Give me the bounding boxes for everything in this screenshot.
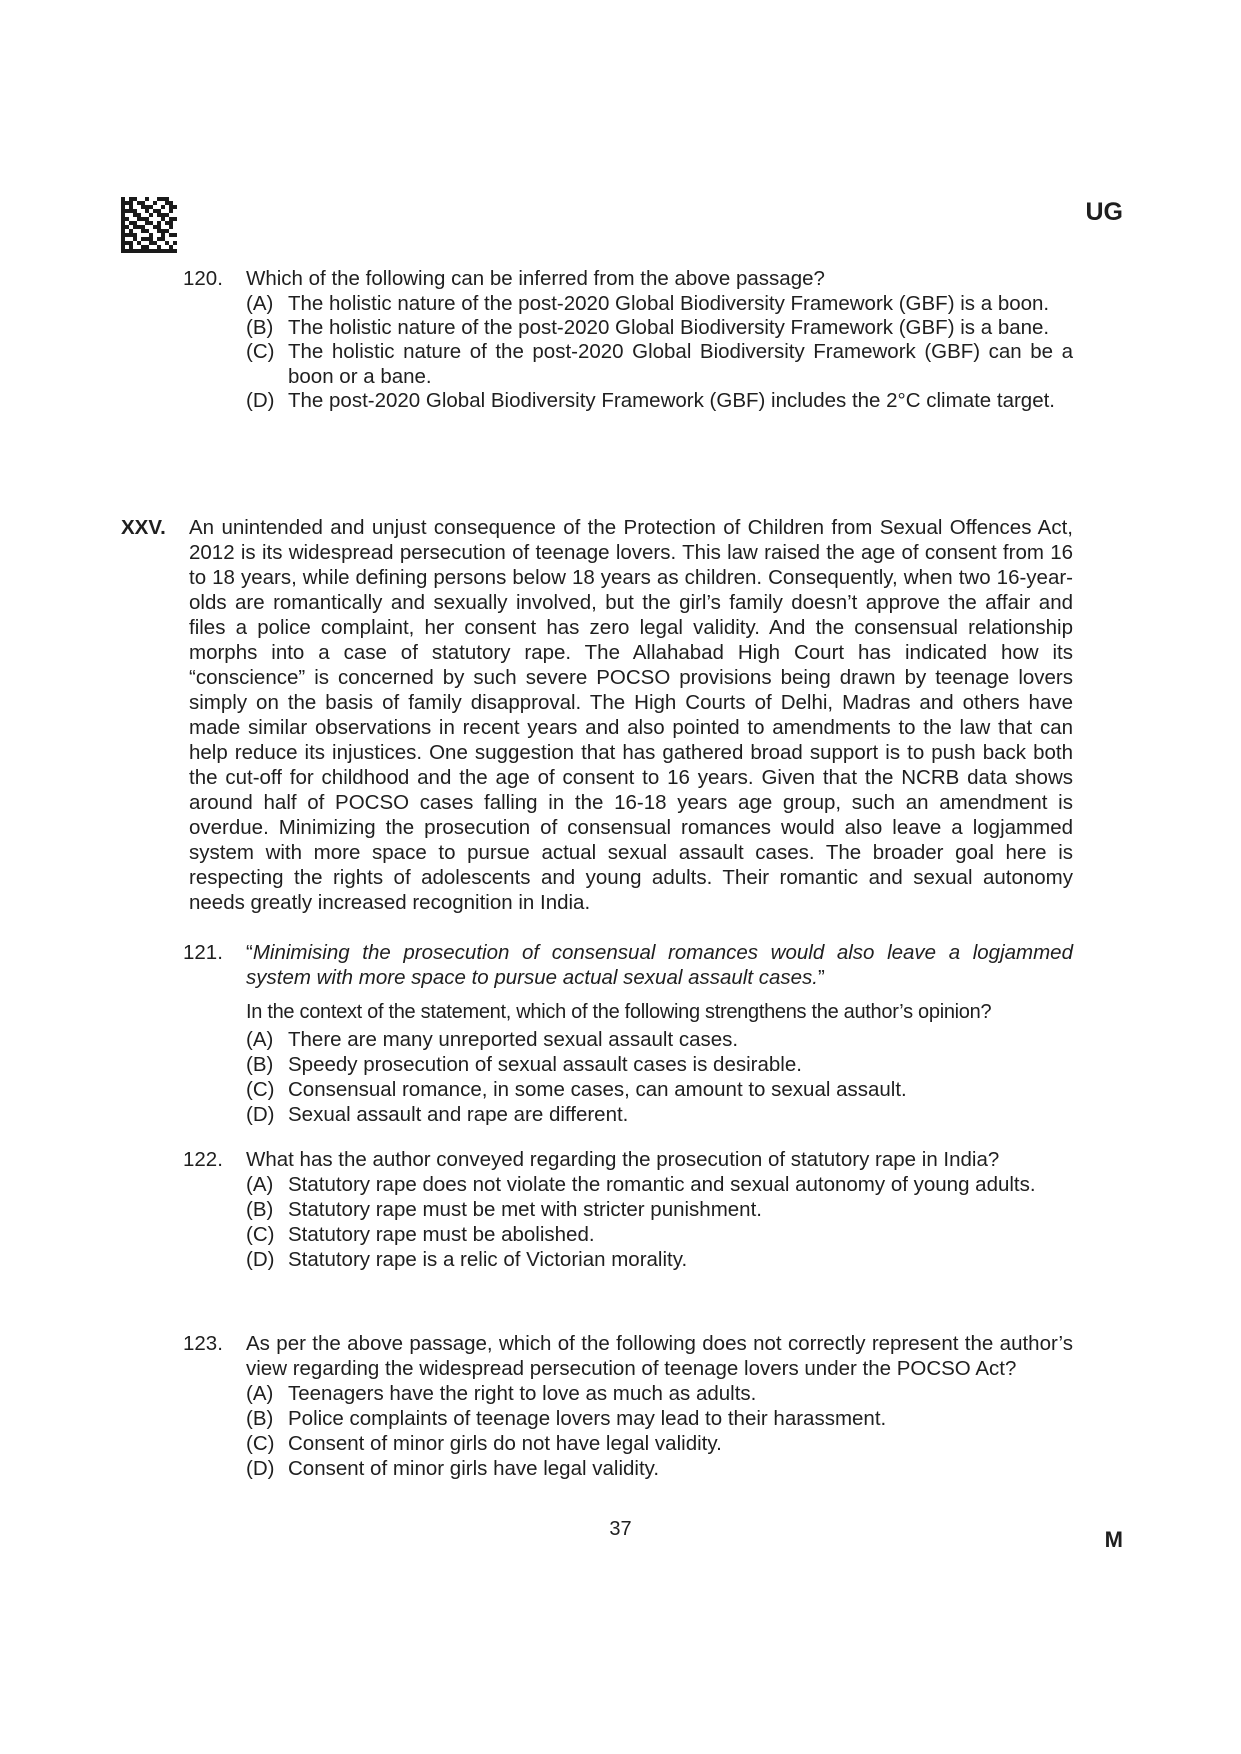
question-text: As per the above passage, which of the following does not correctly represent the author’s view regarding the widespread persecution of teenage lovers under the POCSO Act?	[246, 1332, 1073, 1380]
question-number: 120.	[183, 267, 223, 290]
option-b: (B) Speedy prosecution of sexual assault cases is desirable.	[246, 1053, 802, 1076]
paper-code: UG	[1085, 198, 1123, 226]
options-list	[246, 1027, 1073, 1127]
option-a: (A) The holistic nature of the post-2020 Global Biodiversity Framework (GBF) is a boon.	[246, 292, 1050, 315]
question-122	[183, 1147, 1073, 1272]
option-d: (D) Statutory rape is a relic of Victorian morality.	[246, 1248, 688, 1271]
option-c: (C) The holistic nature of the post-2020 Global Biodiversity Framework (GBF) can be a boon or a bane.	[246, 340, 1073, 388]
option-d: (D) Consent of minor girls have legal validity.	[246, 1457, 660, 1480]
question-instruction: In the context of the statement, which of the following strengthens the author’s opinion?	[246, 1001, 992, 1023]
options-list	[246, 1172, 1073, 1272]
option-b: (B) Police complaints of teenage lovers may lead to their harassment.	[246, 1407, 887, 1430]
question-120	[183, 266, 1073, 413]
page-number: 37	[609, 1518, 632, 1540]
option-d: (D) The post-2020 Global Biodiversity Framework (GBF) includes the 2°C climate target.	[246, 389, 1055, 412]
question-number: 122.	[183, 1148, 223, 1171]
passage-text: An unintended and unjust consequence of the Protection of Children from Sexual Offences Act, 2012 is its widespread persecution of teenage lovers. This law raised the age of consent from 16 to 18 years, while defining persons below 18 years as children. Consequently, when two 16-year-olds are romantically and sexually involved, but the girl’s family doesn’t approve the affair and files a police complaint, her consent has zero legal validity. And the consensual relationship morphs into a case of statutory rape. The Allahabad High Court has indicated how its “conscience” is concerned by such severe POCSO provisions being drawn by teenage lovers simply on the basis of family disapproval. The High Courts of Delhi, Madras and others have made similar observations in recent years and also pointed to amendments to the law that can help reduce its injustices. One suggestion that has gathered broad support is to push back both the cut-off for childhood and the age of consent to 16 years. Given that the NCRB data shows around half of POCSO cases falling in the 16-18 years age group, such an amendment is overdue. Minimizing the prosecution of consensual romances would also leave a logjammed system with more space to pursue actual sexual assault cases. The broader goal here is respecting the rights of adolescents and young adults. Their romantic and sexual autonomy needs greatly increased recognition in India.	[189, 516, 1073, 914]
option-a: (A) There are many unreported sexual assault cases.	[246, 1028, 739, 1051]
passage-label: XXV.	[121, 516, 166, 539]
question-quote: “Minimising the prosecution of consensual romances would also leave a logjammed system with more space to pursue actual sexual assault cases.”	[246, 941, 1073, 989]
option-c: (C) Consensual romance, in some cases, can amount to sexual assault.	[246, 1078, 907, 1101]
options-list	[246, 1381, 1073, 1481]
option-c: (C) Consent of minor girls do not have legal validity.	[246, 1432, 722, 1455]
question-121	[183, 940, 1073, 1127]
question-number: 121.	[183, 941, 223, 964]
question-text: Which of the following can be inferred from the above passage?	[246, 267, 825, 290]
option-a: (A) Statutory rape does not violate the romantic and sexual autonomy of young adults.	[246, 1173, 1036, 1196]
question-number: 123.	[183, 1332, 223, 1355]
option-b: (B) The holistic nature of the post-2020 Global Biodiversity Framework (GBF) is a bane.	[246, 316, 1050, 339]
options-list	[246, 291, 1073, 413]
option-a: (A) Teenagers have the right to love as much as adults.	[246, 1382, 757, 1405]
series-code: M	[1104, 1527, 1123, 1552]
option-c: (C) Statutory rape must be abolished.	[246, 1223, 595, 1246]
question-text: What has the author conveyed regarding the prosecution of statutory rape in India?	[246, 1148, 1000, 1171]
option-d: (D) Sexual assault and rape are different.	[246, 1103, 629, 1126]
question-123	[183, 1331, 1073, 1481]
qr-code-icon	[121, 197, 177, 253]
option-b: (B) Statutory rape must be met with stricter punishment.	[246, 1198, 762, 1221]
